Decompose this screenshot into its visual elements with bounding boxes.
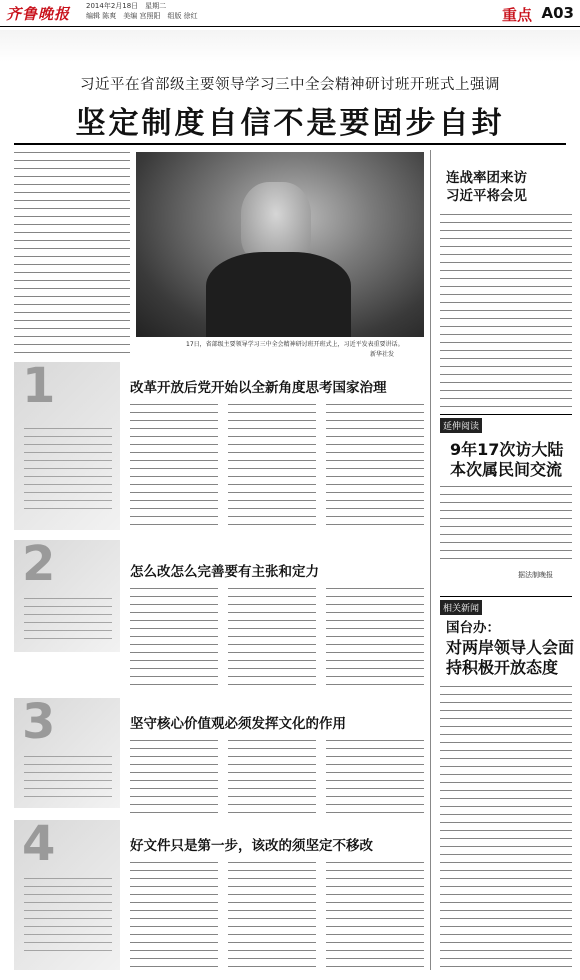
sidebar-text [24, 428, 112, 510]
leader-photo [136, 152, 424, 337]
section-label: 重点 [501, 6, 532, 24]
masthead [0, 0, 580, 27]
right-story-1-text [440, 214, 572, 410]
section-4-sidebar [14, 816, 120, 970]
section-3-title: 坚守核心价值观必须发挥文化的作用 [130, 716, 346, 732]
right-story-2-credit: 据法制晚报 [518, 571, 553, 579]
section-4-title: 好文件只是第一步，该改的须坚定不移改 [130, 838, 373, 854]
right-story-3-title-line-2: 对两岸领导人会面 [446, 638, 575, 657]
column-divider [430, 150, 431, 970]
sidebar-text [24, 598, 112, 642]
sidebar-text [24, 756, 112, 800]
headline-rule [14, 143, 566, 145]
right-rule [440, 596, 572, 597]
section-1-text-col2 [228, 404, 316, 530]
lead-paragraph [14, 152, 130, 357]
right-story-2-title-line-2: 本次属民间交流 [450, 460, 563, 479]
section-4-text-col1 [130, 862, 218, 970]
headline: 坚定制度自信不是要固步自封 [75, 106, 505, 141]
photo-figure [241, 182, 311, 262]
right-story-3-title-line-1: 国台办： [446, 620, 500, 636]
right-story-2-title-line-1: 9年17次访大陆 [450, 440, 564, 459]
subheadline: 习近平在省部级主要领导学习三中全会精神研讨班开班式上强调 [80, 77, 500, 93]
photo-suit [206, 252, 351, 337]
newspaper-logo: 齐鲁晚报 [6, 5, 71, 23]
right-story-1-title-line-1: 连战率团来访 [446, 170, 527, 186]
section-number: 4 [22, 816, 56, 872]
section-2-text-col3 [326, 588, 424, 688]
section-3-text-col3 [326, 740, 424, 820]
section-3-text-col1 [130, 740, 218, 820]
section-3-sidebar [14, 694, 120, 808]
section-2-text-col2 [228, 588, 316, 688]
section-number: 2 [22, 536, 56, 592]
right-story-3-text [440, 686, 572, 970]
section-1-text-col3 [326, 404, 424, 530]
photo-caption: 17日，省部级主要领导学习三中全会精神研讨班开班式上，习近平发表重要讲话。 [186, 341, 404, 348]
section-4-text-col2 [228, 862, 316, 970]
section-1-text-col1 [130, 404, 218, 530]
section-4-text-col3 [326, 862, 424, 970]
right-story-2-text [440, 486, 572, 566]
right-rule [440, 414, 572, 415]
section-1-sidebar [14, 358, 120, 530]
related-news-tag: 相关新闻 [440, 600, 482, 615]
issue-date: 2014年2月18日 星期二 [86, 2, 167, 10]
section-number: 1 [22, 358, 56, 414]
header-band [0, 30, 580, 62]
page-number: A03 [541, 4, 574, 22]
section-2-text-col1 [130, 588, 218, 688]
extended-reading-tag: 延伸阅读 [440, 418, 482, 433]
section-3-text-col2 [228, 740, 316, 820]
right-story-3-title-line-3: 持积极开放态度 [446, 658, 559, 677]
staff-credits: 编辑 陈爽 美编 宫照阳 组版 徐红 [86, 12, 198, 20]
photo-credit: 新华社发 [370, 351, 395, 358]
section-number: 3 [22, 694, 56, 750]
section-2-title: 怎么改怎么完善要有主张和定力 [130, 564, 319, 580]
right-story-1-title-line-2: 习近平将会见 [446, 188, 527, 204]
section-1-title: 改革开放后党开始以全新角度思考国家治理 [130, 380, 387, 396]
sidebar-text [24, 878, 112, 954]
section-2-sidebar [14, 536, 120, 652]
